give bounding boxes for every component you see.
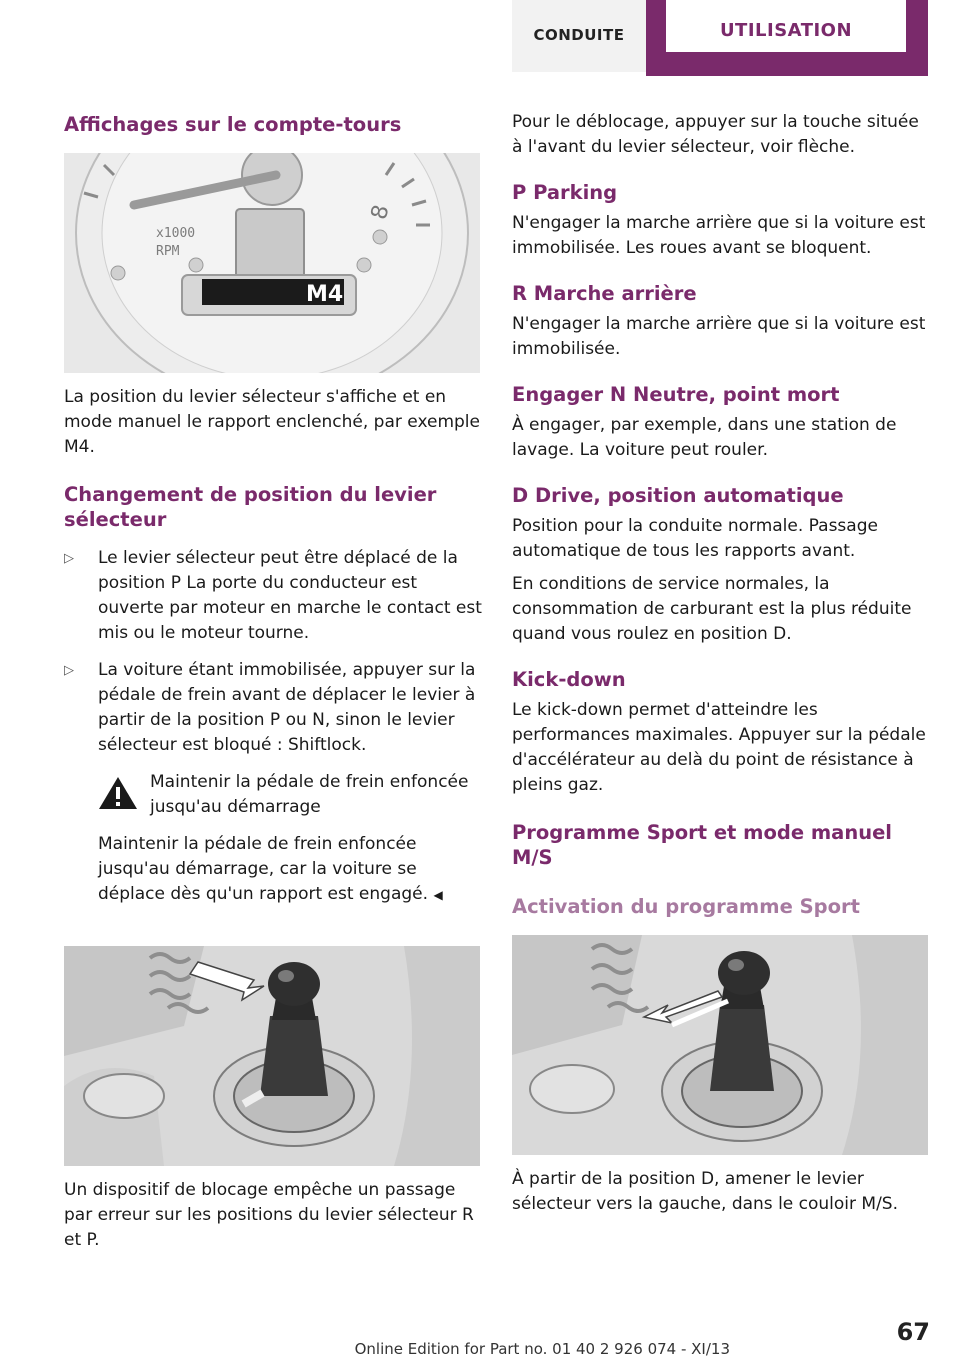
- gear-lever-drawing: [64, 946, 480, 1166]
- bullet-item: [64, 658, 482, 758]
- footer-edition: Online Edition for Part no. 01 40 2 926 074 - XI/13: [354, 1340, 730, 1358]
- gear-lever-illustration: [64, 946, 480, 1166]
- warning-title: Maintenir la pédale de frein enfoncée jusqu'au démarrage: [150, 772, 469, 817]
- header-tab-utilisation-label: UTILISATION: [719, 20, 853, 41]
- tacho-rpm-text: RPM: [156, 244, 180, 259]
- tacho-x1000-text: x1000: [156, 226, 196, 241]
- heading-programme-sport: Programme Sport et mode manuel M/S: [512, 821, 892, 869]
- paragraph-parking: N'engager la marche arrière que si la voiture est immobilisée. Les roues avant se bloquent.: [512, 213, 926, 258]
- bullet-triangle-icon: ▷: [64, 663, 74, 678]
- page-number: 67: [896, 1318, 930, 1346]
- heading-changement: Changement de position du levier sélecteur: [64, 483, 437, 531]
- warning-triangle-icon: [98, 776, 138, 810]
- bullet-item: [64, 546, 482, 646]
- heading-parking: P Parking: [512, 181, 618, 204]
- bullet-triangle-icon: ▷: [64, 551, 74, 566]
- right-column: [512, 110, 930, 1217]
- paragraph-marche-arriere: N'engager la marche arrière que si la voiture est immobilisée.: [512, 314, 926, 359]
- tachometer-illustration: [64, 153, 480, 373]
- heading-marche-arriere: R Marche arrière: [512, 282, 697, 305]
- heading-drive: D Drive, position automatique: [512, 484, 844, 507]
- bullet-text: Le levier sélecteur peut être déplacé de la position P La porte du conducteur est ouverte par moteur en marche le contact est mis ou le moteur tourne.: [98, 548, 482, 643]
- sport-mode-illustration: [512, 935, 928, 1155]
- heading-kick-down: Kick-down: [512, 668, 626, 691]
- paragraph-deblocage: Pour le déblocage, appuyer sur la touche située à l'avant du levier sélecteur, voir flèche.: [512, 112, 919, 157]
- bullet-list: [64, 546, 482, 758]
- warning-block: [64, 770, 482, 908]
- heading-affichages: Affichages sur le compte-tours: [64, 113, 402, 136]
- paragraph-neutre: À engager, par exemple, dans une station de lavage. La voiture peut rouler.: [512, 415, 897, 460]
- tacho-gear-text: M4: [306, 282, 344, 307]
- paragraph-drive-2: En conditions de service normales, la consommation de carburant est la plus réduite quand vous roulez en position D.: [512, 574, 912, 644]
- paragraph-dispositif: Un dispositif de blocage empêche un passage par erreur sur les positions du levier sélecteur R et P.: [64, 1180, 474, 1250]
- header-tab-conduite-label: CONDUITE: [533, 26, 625, 44]
- end-marker-icon: ◀: [433, 888, 443, 902]
- paragraph-position: La position du levier sélecteur s'affiche et en mode manuel le rapport enclenché, par exemple M4.: [64, 387, 480, 457]
- heading-neutre: Engager N Neutre, point mort: [512, 383, 840, 406]
- paragraph-drive-1: Position pour la conduite normale. Passage automatique de tous les rapports avant.: [512, 516, 878, 561]
- sport-mode-drawing: [512, 935, 928, 1155]
- tacho-number-text: 8: [366, 202, 395, 223]
- header-tab-conduite: [512, 0, 646, 72]
- page-footer: [0, 1318, 930, 1358]
- warning-text: Maintenir la pédale de frein enfoncée jusqu'au démarrage, car la voiture se déplace dès qu'un rapport est engagé. ◀: [98, 834, 443, 904]
- tachometer-drawing: [64, 153, 480, 373]
- header-tab-utilisation: [646, 0, 928, 76]
- warning-head: [98, 770, 482, 826]
- paragraph-activation: À partir de la position D, amener le levier sélecteur vers la gauche, dans le couloir M/S.: [512, 1169, 899, 1214]
- heading-activation-sport: Activation du programme Sport: [512, 895, 860, 918]
- bullet-text: La voiture étant immobilisée, appuyer sur la pédale de frein avant de déplacer le levier à partir de la position P ou N, sinon le levier sélecteur est bloqué : Shiftlock.: [98, 660, 476, 755]
- paragraph-kick-down: Le kick-down permet d'atteindre les performances maximales. Appuyer sur la pédale d'accélérateur au delà du point de résistance à pleins gaz.: [512, 700, 926, 795]
- left-column: [64, 110, 482, 1253]
